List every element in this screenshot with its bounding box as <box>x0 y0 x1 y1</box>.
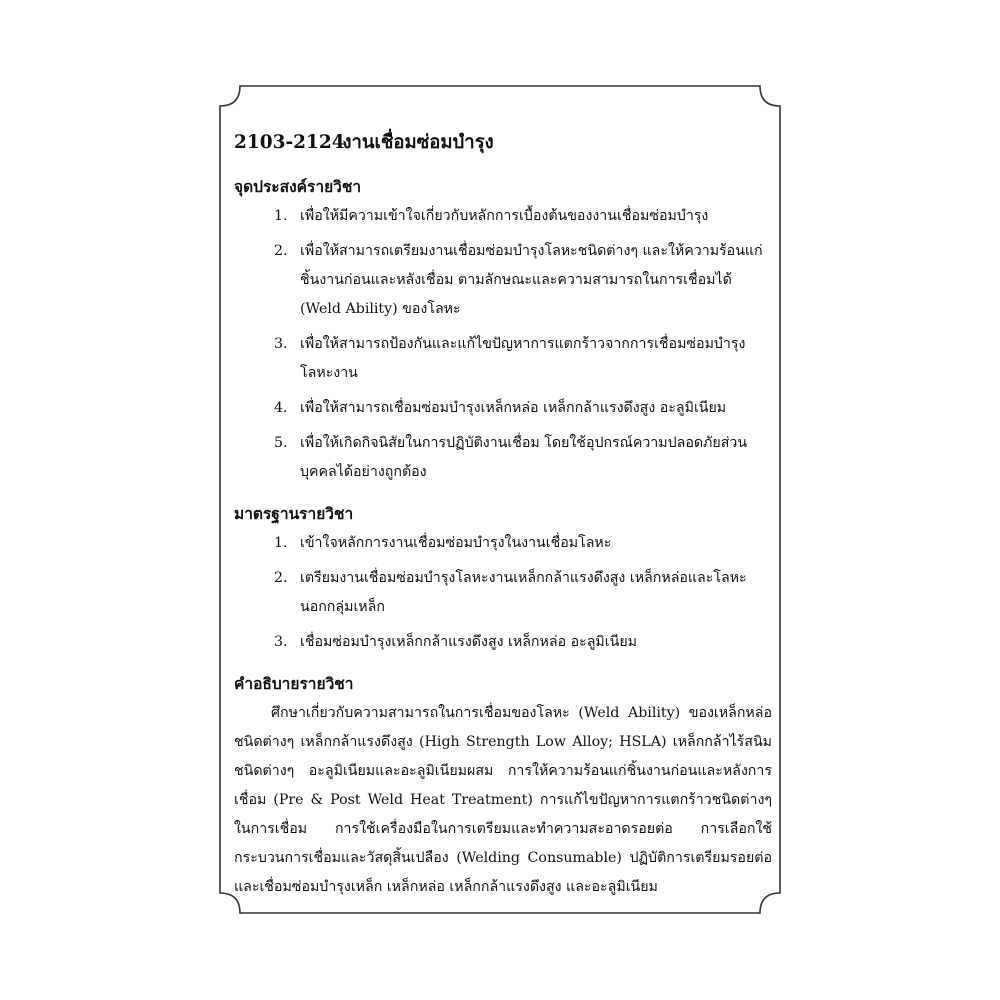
objectives-list <box>274 202 772 487</box>
item-number: 1. <box>274 535 288 551</box>
item-number: 3. <box>274 634 288 650</box>
list-item <box>274 330 772 388</box>
course-title <box>234 128 772 158</box>
description-heading: คำอธิบายรายวิชา <box>234 674 354 693</box>
item-number: 3. <box>274 336 288 352</box>
course-sheet <box>234 128 772 902</box>
item-text: เพื่อให้สามารถเตรียมงานเชื่อมซ่อมบำรุงโลหะชนิดต่างๆ และให้ความร้อนแก่ชิ้นงานก่อนและหลังเชื่อม ตามลักษณะและความสามารถในการเชื่อมได้ (Weld Ability) ของโลหะ <box>300 243 763 317</box>
course-name: งานเชื่อมซ่อมบำรุง <box>342 132 494 153</box>
list-item <box>274 429 772 487</box>
item-number: 4. <box>274 400 288 416</box>
course-code: 2103-2124 <box>234 132 345 153</box>
item-text: เพื่อให้มีความเข้าใจเกี่ยวกับหลักการเบื้องต้นของงานเชื่อมซ่อมบำรุง <box>300 208 709 224</box>
item-text: เตรียมงานเชื่อมซ่อมบำรุงโลหะงานเหล็กกล้าแรงดึงสูง เหล็กหล่อและโลหะนอกกลุ่มเหล็ก <box>300 570 747 615</box>
spacer <box>234 657 772 669</box>
item-text: เพื่อให้เกิดกิจนิสัยในการปฏิบัติงานเชื่อม โดยใช้อุปกรณ์ความปลอดภัยส่วนบุคคลได้อย่างถูกต้อง <box>300 435 748 480</box>
list-item <box>274 202 772 231</box>
list-item <box>274 564 772 622</box>
item-number: 5. <box>274 435 288 451</box>
item-text: เชื่อมซ่อมบำรุงเหล็กกล้าแรงดึงสูง เหล็กหล่อ อะลูมิเนียม <box>300 634 638 650</box>
list-item <box>274 394 772 423</box>
standards-heading: มาตรฐานรายวิชา <box>234 504 354 523</box>
item-number: 2. <box>274 570 288 586</box>
standards-list <box>274 529 772 657</box>
spacer <box>234 487 772 499</box>
list-item <box>274 529 772 558</box>
item-text: เพื่อให้สามารถเชื่อมซ่อมบำรุงเหล็กหล่อ เหล็กกล้าแรงดึงสูง อะลูมิเนียม <box>300 400 727 416</box>
item-text: เข้าใจหลักการงานเชื่อมซ่อมบำรุงในงานเชื่อมโลหะ <box>300 535 612 551</box>
item-text: เพื่อให้สามารถป้องกันและแก้ไขปัญหาการแตกร้าวจากการเชื่อมซ่อมบำรุงโลหะงาน <box>300 336 746 381</box>
item-number: 2. <box>274 243 288 259</box>
item-number: 1. <box>274 208 288 224</box>
list-item <box>274 628 772 657</box>
list-item <box>274 237 772 324</box>
objectives-heading: จุดประสงค์รายวิชา <box>234 177 362 196</box>
description-text: ศึกษาเกี่ยวกับความสามารถในการเชื่อมของโลหะ (Weld Ability) ของเหล็กหล่อชนิดต่างๆ เหล็กกล้าแรงดึงสูง (High Strength Low Alloy; HSLA) เหล็กกล้าไร้สนิมชนิดต่างๆ อะลูมิเนียมและอะลูมิเนียมผสม การให้ความร้อนแก่ชิ้นงานก่อนและหลังการเชื่อม (Pre & Post Weld Heat Treatment) การแก้ไขปัญหาการแตกร้าวชนิดต่างๆ ในการเชื่อม การใช้เครื่องมือในการเตรียมและทำความสะอาดรอยต่อ การเลือกใช้กระบวนการเชื่อมและวัสดุสิ้นเปลือง (Welding Consumable) ปฏิบัติการเตรียมรอยต่อและเชื่อมซ่อมบำรุงเหล็ก เหล็กหล่อ เหล็กกล้าแรงดึงสูง และอะลูมิเนียม <box>234 705 772 895</box>
